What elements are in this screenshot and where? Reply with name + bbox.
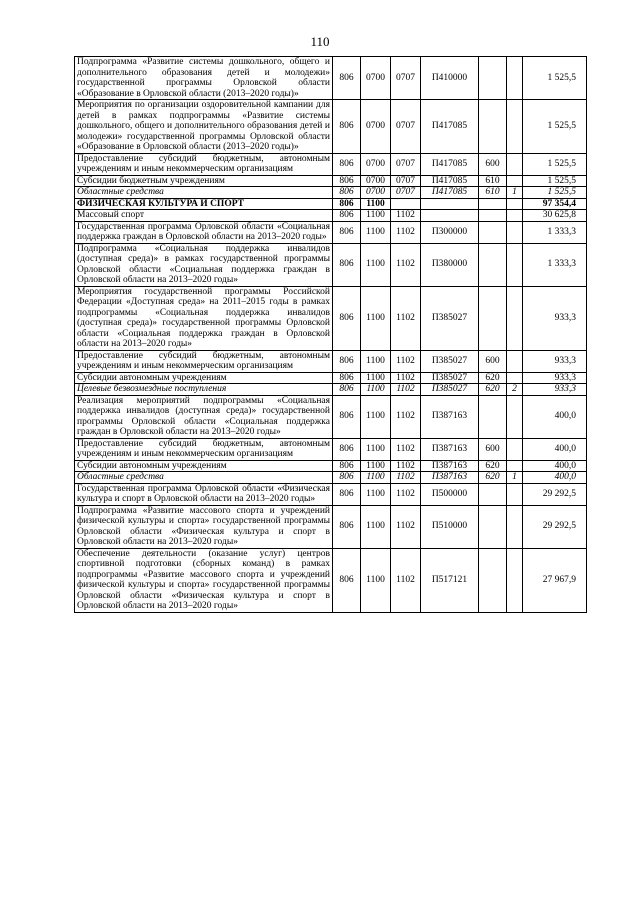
amount-cell: 1 525,5 (523, 100, 587, 154)
section-code-cell: 1100 (361, 243, 391, 286)
subsection-code-cell: 0707 (391, 100, 421, 154)
amount-cell: 30 625,8 (523, 210, 587, 222)
amount-cell: 1 333,3 (523, 221, 587, 243)
item-name-cell: Субсидии автономным учреждениям (75, 460, 333, 472)
funding-source-cell: 2 (507, 384, 523, 396)
grbs-code-cell: 806 (333, 100, 361, 154)
item-name-cell: Областные средства (75, 472, 333, 484)
item-name-cell: Государственная программа Орловской области «Физическая культура и спорт в Орловской области на 2013–2020 годы» (75, 483, 333, 505)
item-name-cell: Подпрограмма «Развитие системы дошкольного, общего и дополнительного образования детей и молодежи» государственной программы Орловской области «Образование в Орловской области (2013–2020 годы)» (75, 57, 333, 100)
amount-cell: 933,3 (523, 350, 587, 372)
subsection-code-cell: 1102 (391, 384, 421, 396)
expense-type-cell (479, 100, 507, 154)
table-row (75, 175, 587, 187)
table-row (75, 438, 587, 460)
amount-cell: 29 292,5 (523, 505, 587, 548)
expense-type-cell (479, 221, 507, 243)
amount-cell: 933,3 (523, 384, 587, 396)
target-article-cell (421, 198, 479, 210)
expense-type-cell: 610 (479, 175, 507, 187)
expense-type-cell: 600 (479, 438, 507, 460)
table-row (75, 350, 587, 372)
table-row (75, 210, 587, 222)
target-article-cell: П387163 (421, 472, 479, 484)
table-row (75, 548, 587, 612)
amount-cell: 400,0 (523, 395, 587, 438)
expense-type-cell: 620 (479, 472, 507, 484)
grbs-code-cell: 806 (333, 483, 361, 505)
target-article-cell: П387163 (421, 460, 479, 472)
funding-source-cell (507, 395, 523, 438)
amount-cell: 1 525,5 (523, 57, 587, 100)
table-row (75, 198, 587, 210)
amount-cell: 933,3 (523, 372, 587, 384)
subsection-code-cell: 1102 (391, 395, 421, 438)
funding-source-cell (507, 100, 523, 154)
expense-type-cell: 610 (479, 187, 507, 199)
item-name-cell: Мероприятия по организации оздоровительной кампании для детей в рамках подпрограммы «Развитие системы дошкольного, общего и дополнительного образования детей и молодежи» государственной программы Орловской области «Образование в Орловской области (2013–2020 годы)» (75, 100, 333, 154)
grbs-code-cell: 806 (333, 187, 361, 199)
funding-source-cell: 1 (507, 472, 523, 484)
item-name-cell: Предоставление субсидий бюджетным, автономным учреждениям и иным некоммерческим организациям (75, 350, 333, 372)
funding-source-cell: 1 (507, 187, 523, 199)
grbs-code-cell: 806 (333, 384, 361, 396)
section-code-cell: 1100 (361, 460, 391, 472)
amount-cell: 29 292,5 (523, 483, 587, 505)
target-article-cell: П300000 (421, 221, 479, 243)
item-name-cell: Предоставление субсидий бюджетным, автономным учреждениям и иным некоммерческим организациям (75, 153, 333, 175)
expense-type-cell (479, 210, 507, 222)
page-number: 110 (310, 34, 330, 49)
subsection-code-cell: 1102 (391, 548, 421, 612)
grbs-code-cell: 806 (333, 153, 361, 175)
subsection-code-cell: 0707 (391, 187, 421, 199)
target-article-cell: П417085 (421, 153, 479, 175)
section-code-cell: 0700 (361, 153, 391, 175)
target-article-cell: П417085 (421, 100, 479, 154)
funding-source-cell (507, 57, 523, 100)
funding-source-cell (507, 460, 523, 472)
target-article-cell: П410000 (421, 57, 479, 100)
item-name-cell: ФИЗИЧЕСКАЯ КУЛЬТУРА И СПОРТ (75, 198, 333, 210)
target-article-cell: П510000 (421, 505, 479, 548)
grbs-code-cell: 806 (333, 175, 361, 187)
section-code-cell: 1100 (361, 210, 391, 222)
expense-type-cell: 620 (479, 372, 507, 384)
amount-cell: 400,0 (523, 460, 587, 472)
table-row (75, 460, 587, 472)
grbs-code-cell: 806 (333, 210, 361, 222)
funding-source-cell (507, 153, 523, 175)
table-row (75, 221, 587, 243)
expense-type-cell: 600 (479, 350, 507, 372)
amount-cell: 1 525,5 (523, 175, 587, 187)
section-code-cell: 1100 (361, 395, 391, 438)
grbs-code-cell: 806 (333, 472, 361, 484)
subsection-code-cell: 1102 (391, 483, 421, 505)
target-article-cell: П380000 (421, 243, 479, 286)
funding-source-cell (507, 221, 523, 243)
section-code-cell: 1100 (361, 472, 391, 484)
expense-type-cell (479, 198, 507, 210)
section-code-cell: 0700 (361, 187, 391, 199)
table-row (75, 286, 587, 350)
funding-source-cell (507, 198, 523, 210)
amount-cell: 1 333,3 (523, 243, 587, 286)
subsection-code-cell: 1102 (391, 505, 421, 548)
amount-cell: 1 525,5 (523, 153, 587, 175)
funding-source-cell (507, 175, 523, 187)
grbs-code-cell: 806 (333, 243, 361, 286)
item-name-cell: Подпрограмма «Социальная поддержка инвалидов (доступная среда)» в рамках государственной программы Орловской области «Социальная поддержка граждан в Орловской области на 2013–2020 годы» (75, 243, 333, 286)
funding-source-cell (507, 483, 523, 505)
grbs-code-cell: 806 (333, 286, 361, 350)
grbs-code-cell: 806 (333, 372, 361, 384)
amount-cell: 1 525,5 (523, 187, 587, 199)
grbs-code-cell: 806 (333, 350, 361, 372)
grbs-code-cell: 806 (333, 505, 361, 548)
subsection-code-cell: 0707 (391, 175, 421, 187)
target-article-cell: П417085 (421, 175, 479, 187)
table-row (75, 472, 587, 484)
table-row (75, 505, 587, 548)
target-article-cell (421, 210, 479, 222)
target-article-cell: П385027 (421, 384, 479, 396)
item-name-cell: Субсидии автономным учреждениям (75, 372, 333, 384)
target-article-cell: П385027 (421, 286, 479, 350)
expense-type-cell: 620 (479, 460, 507, 472)
section-code-cell: 1100 (361, 372, 391, 384)
section-code-cell: 1100 (361, 350, 391, 372)
item-name-cell: Предоставление субсидий бюджетным, автономным учреждениям и иным некоммерческим организациям (75, 438, 333, 460)
subsection-code-cell (391, 198, 421, 210)
expense-type-cell: 600 (479, 153, 507, 175)
expense-type-cell (479, 243, 507, 286)
item-name-cell: Государственная программа Орловской области «Социальная поддержка граждан в Орловской области на 2013–2020 годы» (75, 221, 333, 243)
table-row (75, 372, 587, 384)
item-name-cell: Целевые безвозмездные поступления (75, 384, 333, 396)
section-code-cell: 1100 (361, 384, 391, 396)
subsection-code-cell: 0707 (391, 57, 421, 100)
section-code-cell: 1100 (361, 548, 391, 612)
expense-type-cell (479, 395, 507, 438)
funding-source-cell (507, 243, 523, 286)
target-article-cell: П517121 (421, 548, 479, 612)
expense-type-cell (479, 505, 507, 548)
section-code-cell: 0700 (361, 100, 391, 154)
funding-source-cell (507, 372, 523, 384)
grbs-code-cell: 806 (333, 548, 361, 612)
table-row (75, 483, 587, 505)
table-row (75, 395, 587, 438)
funding-source-cell (507, 548, 523, 612)
item-name-cell: Обеспечение деятельности (оказание услуг) центров спортивной подготовки (сборных команд) в рамках подпрограммы «Развитие массового спорта и учреждений физической культуры и спорта» государственной программы Орловской области «Физическая культура и спорт в Орловской области на 2013–2020 годы» (75, 548, 333, 612)
table-body (75, 57, 587, 613)
target-article-cell: П500000 (421, 483, 479, 505)
subsection-code-cell: 1102 (391, 286, 421, 350)
grbs-code-cell: 806 (333, 395, 361, 438)
amount-cell: 97 354,4 (523, 198, 587, 210)
target-article-cell: П385027 (421, 350, 479, 372)
table-row (75, 187, 587, 199)
budget-table (74, 56, 587, 613)
section-code-cell: 1100 (361, 438, 391, 460)
section-code-cell: 0700 (361, 57, 391, 100)
subsection-code-cell: 0707 (391, 153, 421, 175)
subsection-code-cell: 1102 (391, 438, 421, 460)
section-code-cell: 1100 (361, 221, 391, 243)
table-row (75, 100, 587, 154)
expense-type-cell (479, 548, 507, 612)
table-row (75, 243, 587, 286)
subsection-code-cell: 1102 (391, 243, 421, 286)
expense-type-cell (479, 57, 507, 100)
item-name-cell: Подпрограмма «Развитие массового спорта и учреждений физической культуры и спорта» государственной программы Орловской области «Физическая культура и спорт в Орловской области на 2013–2020 годы» (75, 505, 333, 548)
funding-source-cell (507, 505, 523, 548)
item-name-cell: Мероприятия государственной программы Российской Федерации «Доступная среда» на 2011–2015 годы в рамках подпрограммы «Социальная поддержка инвалидов (доступная среда)» государственной программы Орловской области «Социальная поддержка граждан в Орловской области на 2013–2020 годы» (75, 286, 333, 350)
expense-type-cell (479, 286, 507, 350)
table-row (75, 57, 587, 100)
grbs-code-cell: 806 (333, 198, 361, 210)
funding-source-cell (507, 350, 523, 372)
amount-cell: 400,0 (523, 472, 587, 484)
target-article-cell: П417085 (421, 187, 479, 199)
grbs-code-cell: 806 (333, 57, 361, 100)
amount-cell: 400,0 (523, 438, 587, 460)
subsection-code-cell: 1102 (391, 472, 421, 484)
item-name-cell: Областные средства (75, 187, 333, 199)
subsection-code-cell: 1102 (391, 460, 421, 472)
funding-source-cell (507, 210, 523, 222)
amount-cell: 933,3 (523, 286, 587, 350)
section-code-cell: 0700 (361, 175, 391, 187)
grbs-code-cell: 806 (333, 221, 361, 243)
item-name-cell: Субсидии бюджетным учреждениям (75, 175, 333, 187)
expense-type-cell: 620 (479, 384, 507, 396)
grbs-code-cell: 806 (333, 438, 361, 460)
section-code-cell: 1100 (361, 483, 391, 505)
section-code-cell: 1100 (361, 198, 391, 210)
subsection-code-cell: 1102 (391, 210, 421, 222)
item-name-cell: Реализация мероприятий подпрограммы «Социальная поддержка инвалидов (доступная среда)» государственной программы Орловской области «Социальная поддержка граждан в Орловской области на 2013–2020 годы» (75, 395, 333, 438)
section-code-cell: 1100 (361, 505, 391, 548)
funding-source-cell (507, 286, 523, 350)
table-row (75, 384, 587, 396)
target-article-cell: П387163 (421, 395, 479, 438)
expense-type-cell (479, 483, 507, 505)
amount-cell: 27 967,9 (523, 548, 587, 612)
target-article-cell: П387163 (421, 438, 479, 460)
grbs-code-cell: 806 (333, 460, 361, 472)
funding-source-cell (507, 438, 523, 460)
subsection-code-cell: 1102 (391, 221, 421, 243)
subsection-code-cell: 1102 (391, 350, 421, 372)
item-name-cell: Массовый спорт (75, 210, 333, 222)
subsection-code-cell: 1102 (391, 372, 421, 384)
table-row (75, 153, 587, 175)
target-article-cell: П385027 (421, 372, 479, 384)
section-code-cell: 1100 (361, 286, 391, 350)
